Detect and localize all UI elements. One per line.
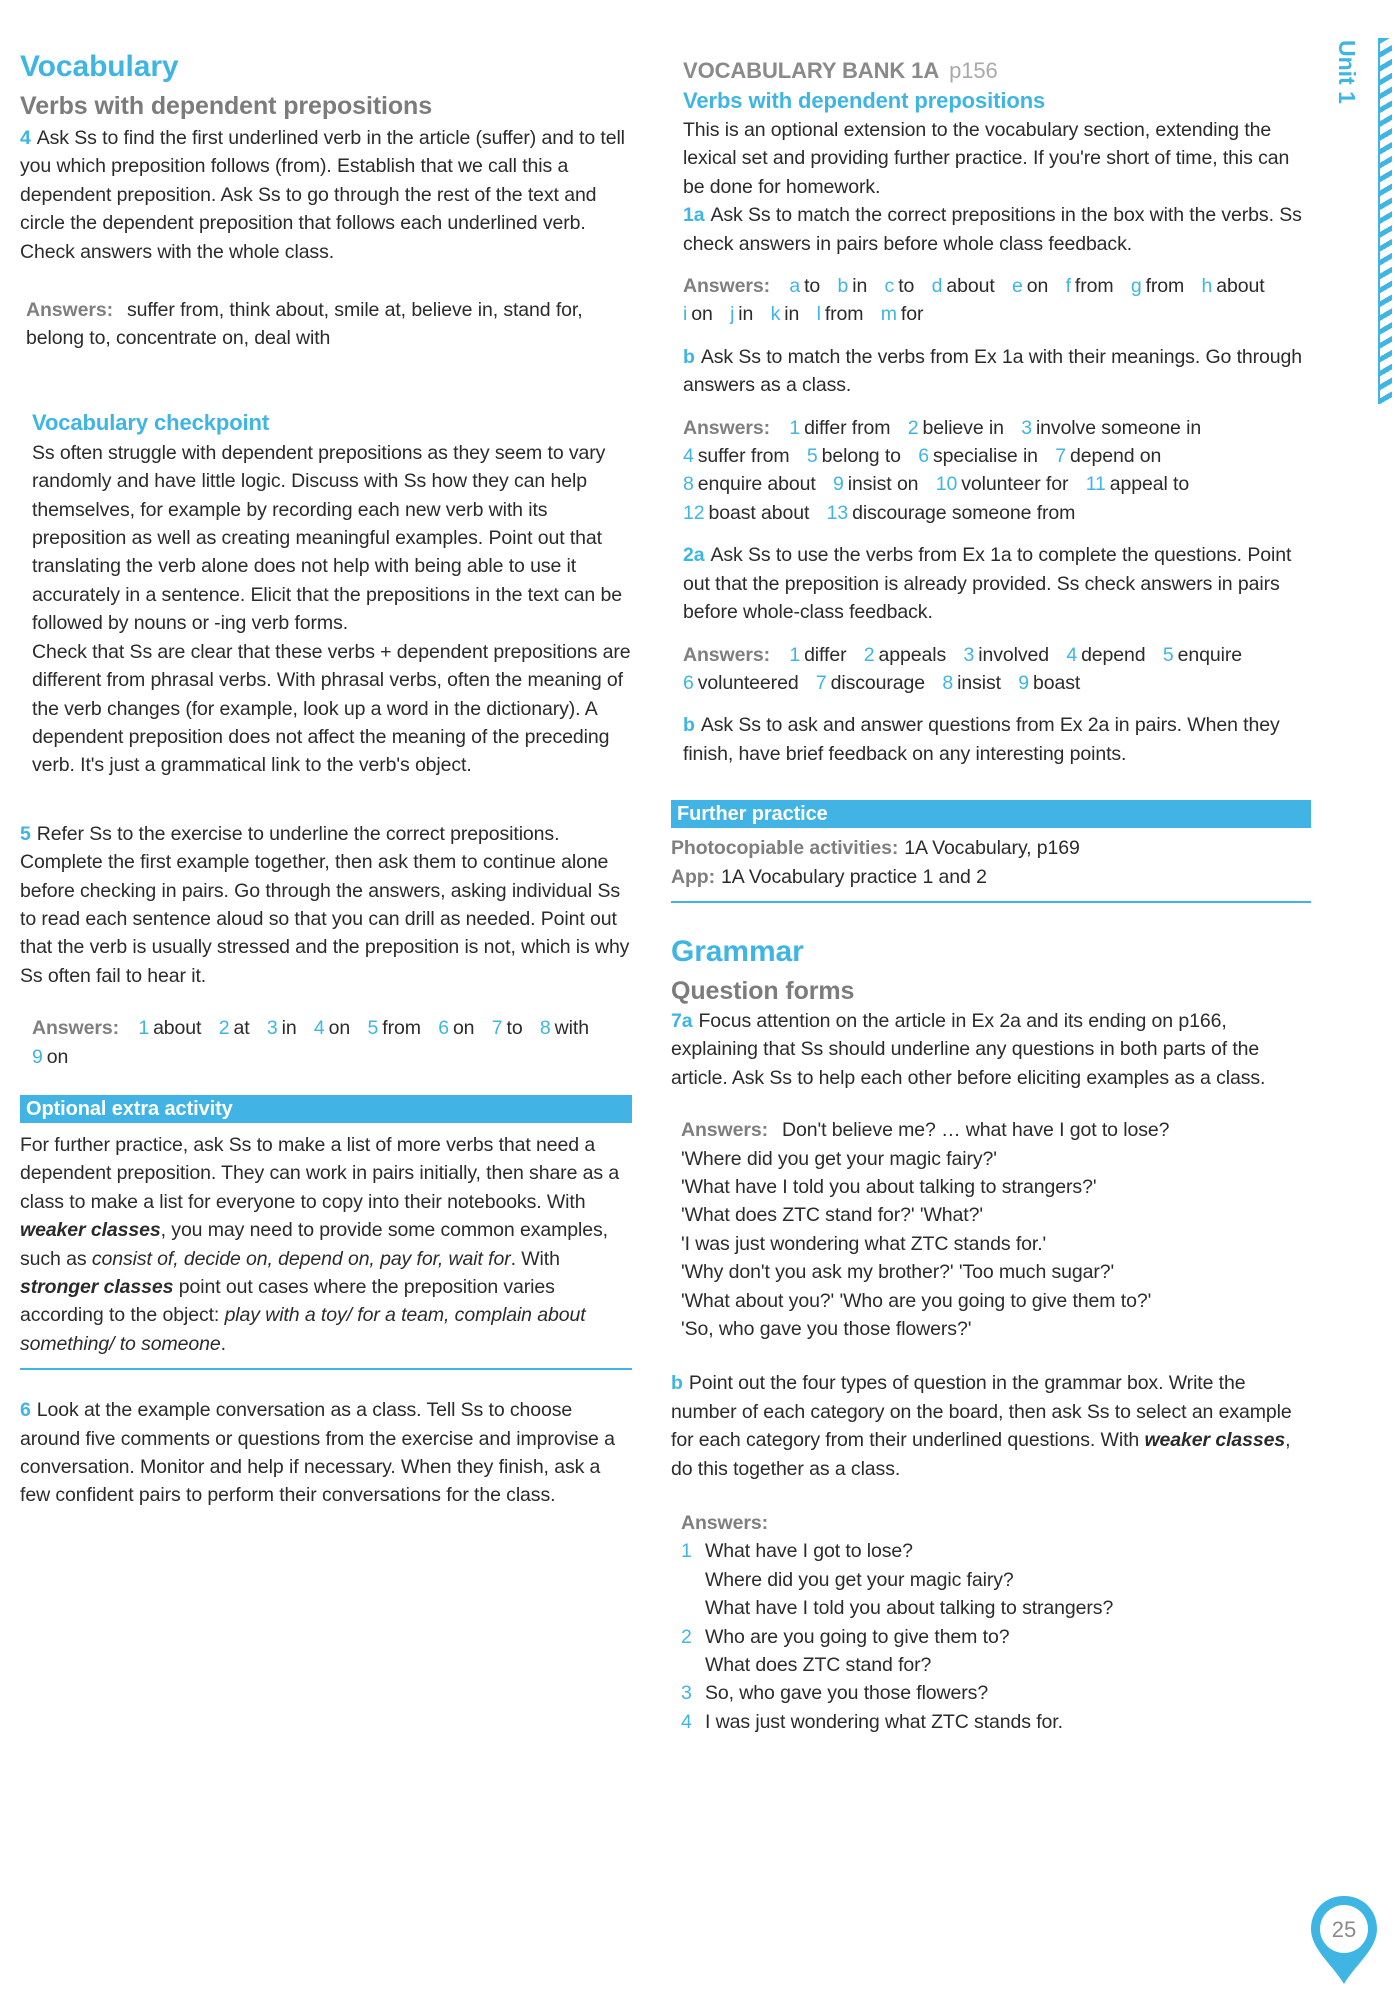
exercise-1b-answers: Answers: 1 differ from 2 believe in 3 involve someone in 4 suffer from 5 belong to 6 specialise in 7 depend on 8 enquire about 9 insist on 10 volunteer for 11 appeal to 12 boast about 13 discourage someone from	[683, 416, 1202, 524]
exercise-text: Refer Ss to the exercise to underline the correct prepositions. Complete the first example together, then ask them to continue alone before checking in pairs. Go through the answers, asking individual Ss to read each sentence aloud so that you can drill as needed. Point out that the verb is usually stressed and the preposition is not, which is why Ss often fail to hear it.	[20, 822, 630, 987]
exercise-2a-answers: Answers: 1 differ 2 appeals 3 involved 4 depend 5 enquire 6 volunteered 7 discourage 8 insist 9 boast	[683, 643, 1242, 694]
checkpoint-paragraph-2: Check that Ss are clear that these verbs + dependent prepositions are different from phrasal verbs. With phrasal verbs, often the meaning of the verb changes (for example, look up a word in the dictionary). A dependent preposition does not affect the meaning of the preceding verb. It's just a grammatical link to the verb's object.	[32, 640, 631, 777]
exercise-number: 5	[20, 822, 31, 845]
grammar-title: Grammar	[671, 934, 804, 968]
exercise-2a: 2a Ask Ss to use the verbs from Ex 1a to complete the questions. Point out that the preposition is already provided. Ss check answers in pairs before whole-class feedback.	[683, 544, 1292, 624]
optional-extra-activity-banner: Optional extra activity	[20, 1095, 632, 1123]
optional-extra-activity-body: For further practice, ask Ss to make a list of more verbs that need a dependent preposition. They can work in pairs initially, then share as a class to make a list for everyone to copy into their notebooks. With weaker classes, you may need to provide some common examples, such as consist of, decide on, depend on, pay for, wait for. With stronger classes point out cases where the preposition varies according to the object: play with a toy/ for a team, complain about something/ to someone.	[20, 1123, 632, 1370]
right-column	[671, 48, 1311, 1736]
exercise-5-answers	[20, 1014, 632, 1071]
exercise-1b: b Ask Ss to match the verbs from Ex 1a with their meanings. Go through answers as a class.	[683, 345, 1303, 397]
left-column	[20, 48, 632, 1510]
checkpoint-title: Vocabulary checkpoint	[32, 409, 270, 435]
exercise-text: Ask Ss to find the first underlined verb in the article (suffer) and to tell you which preposition follows (from). Establish that we call this a dependent preposition. Ask Ss to go through the rest of the text and circle the dependent preposition that follows each underlined verb. Check answers with the whole class.	[20, 127, 625, 263]
vocabulary-bank-subtitle: Verbs with dependent prepositions	[683, 88, 1046, 113]
vocabulary-title: Vocabulary	[20, 50, 179, 83]
exercise-4-answers	[20, 296, 632, 353]
answer-item: 5 from	[367, 1017, 421, 1040]
exercise-7a: 7a Focus attention on the article in Ex 2a and its ending on p166, explaining that Ss should underline any questions in both parts of the article. Ask Ss to help each other before eliciting examples as a class.	[671, 1009, 1266, 1089]
exercise-7b: b Point out the four types of question in the grammar box. Write the number of each category on the board, then ask Ss to select an example for each category from their underlined questions. With weaker classes, do this together as a class.	[671, 1372, 1292, 1480]
exercise-text: Look at the example conversation as a class. Tell Ss to choose around five comments or questions from the exercise and improvise a conversation. Monitor and help if necessary. When they finish, ask a few confident pairs to perform their conversations for the class.	[20, 1399, 615, 1507]
decorative-stripe-bar	[1378, 38, 1392, 404]
exercise-1a: 1a Ask Ss to match the correct prepositions in the box with the verbs. Ss check answers in pairs before whole class feedback.	[683, 204, 1302, 255]
page-number: 25	[1331, 1917, 1357, 1942]
exercise-4	[20, 124, 632, 266]
exercise-7b-answers: Answers: 1 What have I got to lose? Where did you get your magic fairy? What have I told you about talking to strangers? 2 Who are you going to give them to? What does ZTC stand for? 3 So, who gave you those flowers? 4 I was just wondering what ZTC stands for.	[681, 1512, 1114, 1733]
grammar-subtitle: Question forms	[671, 976, 855, 1005]
answer-item: 4 on	[313, 1017, 351, 1040]
answers-label: Answers:	[32, 1017, 119, 1040]
further-practice-body: Photocopiable activities: 1A Vocabulary, p169 App: 1A Vocabulary practice 1 and 2	[671, 828, 1311, 903]
answer-item: 3 in	[266, 1017, 297, 1040]
exercise-6	[20, 1396, 632, 1510]
answers-label: Answers:	[26, 299, 113, 322]
answer-item: 7 to	[491, 1017, 523, 1040]
further-practice-banner: Further practice	[671, 800, 1311, 828]
answers-text: suffer from, think about, smile at, believe in, stand for, belong to, concentrate on, deal with	[26, 299, 583, 350]
exercise-2b: b Ask Ss to ask and answer questions from Ex 2a in pairs. When they finish, have brief feedback on any interesting points.	[683, 714, 1280, 765]
exercise-number: 4	[20, 127, 31, 149]
answer-item: 9 on	[32, 1045, 69, 1068]
checkpoint-paragraph-1: Ss often struggle with dependent prepositions as they seem to vary randomly and have little logic. Discuss with Ss how they can help themselves, for example by recording each new verb with its preposition as well as creating meaningful examples. Point out that translating the verb alone does not help with being able to use it accurately in a sentence. Elicit that the prepositions in the text can be followed by nouns or -ing verb forms.	[32, 441, 622, 635]
vocabulary-subtitle: Verbs with dependent prepositions	[20, 92, 433, 120]
vocabulary-bank-intro: This is an optional extension to the vocabulary section, extending the lexical set and providing further practice. If you're short of time, this can be done for homework.	[683, 119, 1290, 198]
exercise-7a-answers: Answers: Don't believe me? … what have I got to lose? 'Where did you get your magic fairy?' 'What have I told you about talking to strangers?' 'What does ZTC stand for?' 'What?' 'I was just wondering what ZTC stands for.' 'Why don't you ask my brother?' 'Too much sugar?' 'What about you?' 'Who are you going to give them to?' 'So, who gave you those flowers?'	[681, 1119, 1170, 1340]
answer-item: 1 about	[138, 1017, 202, 1040]
exercise-1a-answers: Answers: a to b in c to d about e on f from g from h about i on j in k in l from m for	[683, 275, 1265, 326]
vocabulary-bank-page: p156	[949, 58, 998, 83]
page-number-pin-icon	[1308, 1894, 1380, 1986]
vocabulary-checkpoint-box	[20, 407, 632, 780]
answer-item: 6 on	[438, 1017, 475, 1040]
exercise-5	[20, 820, 632, 990]
vocabulary-bank-heading: VOCABULARY BANK 1A p156	[683, 58, 998, 83]
exercise-number: 6	[20, 1399, 31, 1422]
answer-item: 8 with	[539, 1017, 589, 1040]
answer-item: 2 at	[218, 1017, 250, 1040]
unit-tab-label: Unit 1	[1334, 40, 1360, 104]
